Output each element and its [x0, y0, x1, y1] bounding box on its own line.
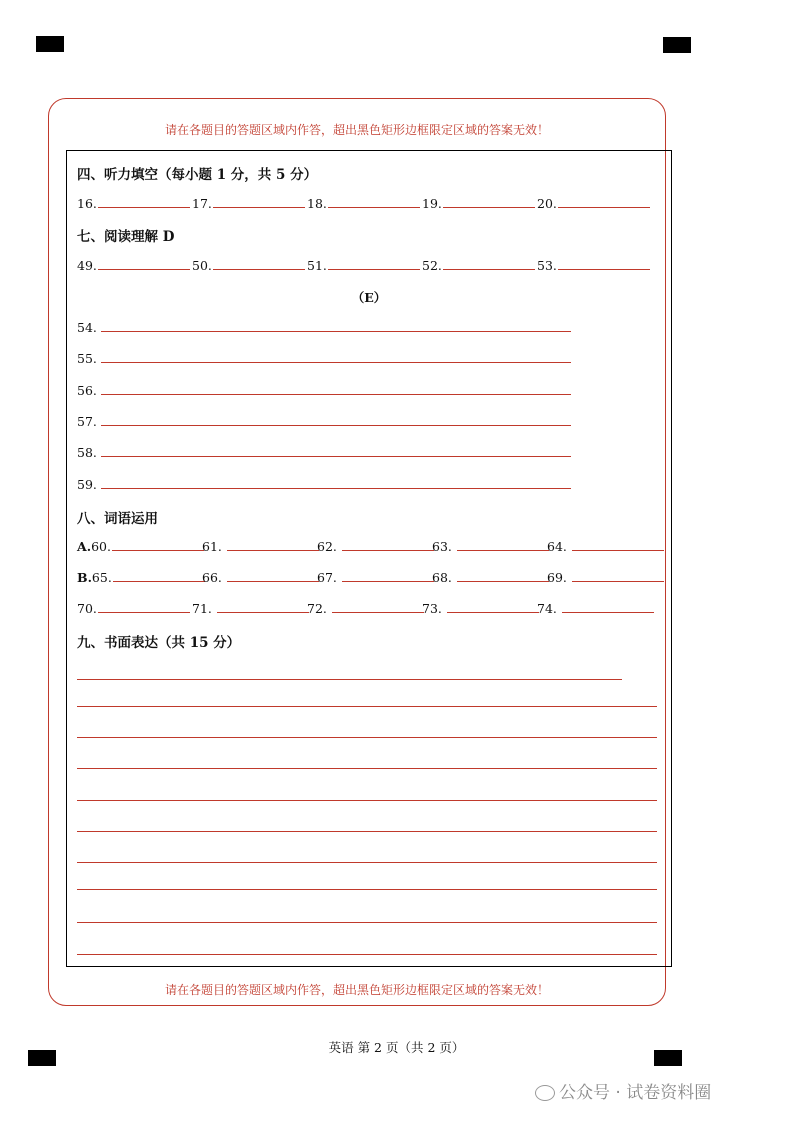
answer-blank-60[interactable]: A.60.	[77, 538, 204, 554]
writing-line[interactable]	[77, 679, 622, 680]
answer-blank-49[interactable]: 49.	[77, 257, 190, 273]
writing-line[interactable]	[77, 862, 657, 863]
writing-line[interactable]	[77, 800, 657, 801]
answer-line-55[interactable]: 55.	[77, 350, 571, 366]
registration-mark-top-left	[36, 36, 64, 52]
answer-blank-73[interactable]: 73.	[422, 600, 539, 616]
answer-area-inner-frame	[66, 150, 672, 967]
answer-blank-71[interactable]: 71.	[192, 600, 309, 616]
writing-line[interactable]	[77, 954, 657, 955]
answer-blank-63[interactable]: 63.	[432, 538, 549, 554]
answer-line-57[interactable]: 57.	[77, 413, 571, 429]
answer-blank-18[interactable]: 18.	[307, 195, 420, 211]
answer-blank-17[interactable]: 17.	[192, 195, 305, 211]
answer-blank-64[interactable]: 64.	[547, 538, 664, 554]
writing-line[interactable]	[77, 737, 657, 738]
answer-line-59[interactable]: 59.	[77, 476, 571, 492]
wechat-icon	[535, 1085, 555, 1101]
answer-blank-51[interactable]: 51.	[307, 257, 420, 273]
section-title-listening: 四、听力填空（每小题 1 分，共 5 分）	[77, 167, 318, 183]
section-title-writing: 九、书面表达（共 15 分）	[77, 635, 241, 651]
writing-line[interactable]	[77, 831, 657, 832]
answer-line-54[interactable]: 54.	[77, 319, 571, 335]
watermark: 公众号 · 试卷资料圈	[535, 1078, 711, 1103]
answer-blank-69[interactable]: 69.	[547, 569, 664, 585]
writing-line[interactable]	[77, 706, 657, 707]
answer-blank-72[interactable]: 72.	[307, 600, 424, 616]
answer-blank-20[interactable]: 20.	[537, 195, 650, 211]
answer-blank-66[interactable]: 66.	[202, 569, 319, 585]
answer-line-56[interactable]: 56.	[77, 382, 571, 398]
answer-blank-50[interactable]: 50.	[192, 257, 305, 273]
page-footer: 英语 第 2 页（共 2 页）	[328, 1040, 465, 1055]
answer-blank-67[interactable]: 67.	[317, 569, 434, 585]
answer-blank-16[interactable]: 16.	[77, 195, 190, 211]
writing-line[interactable]	[77, 922, 657, 923]
answer-blank-62[interactable]: 62.	[317, 538, 434, 554]
answer-blank-74[interactable]: 74.	[537, 600, 654, 616]
answer-line-58[interactable]: 58.	[77, 444, 571, 460]
section-title-word-usage: 八、词语运用	[77, 511, 158, 527]
answer-blank-52[interactable]: 52.	[422, 257, 535, 273]
warning-top: 请在各题目的答题区域内作答，超出黑色矩形边框限定区域的答案无效！	[164, 123, 549, 137]
registration-mark-top-right	[663, 37, 691, 53]
section-title-e: （E）	[351, 290, 387, 305]
answer-blank-61[interactable]: 61.	[202, 538, 319, 554]
writing-line[interactable]	[77, 768, 657, 769]
answer-blank-53[interactable]: 53.	[537, 257, 650, 273]
answer-blank-68[interactable]: 68.	[432, 569, 549, 585]
answer-blank-70[interactable]: 70.	[77, 600, 190, 616]
section-title-reading: 七、阅读理解 D	[77, 229, 175, 245]
writing-line[interactable]	[77, 889, 657, 890]
answer-blank-19[interactable]: 19.	[422, 195, 535, 211]
warning-bottom: 请在各题目的答题区域内作答，超出黑色矩形边框限定区域的答案无效！	[164, 983, 549, 997]
answer-blank-65[interactable]: B.65.	[77, 569, 205, 585]
